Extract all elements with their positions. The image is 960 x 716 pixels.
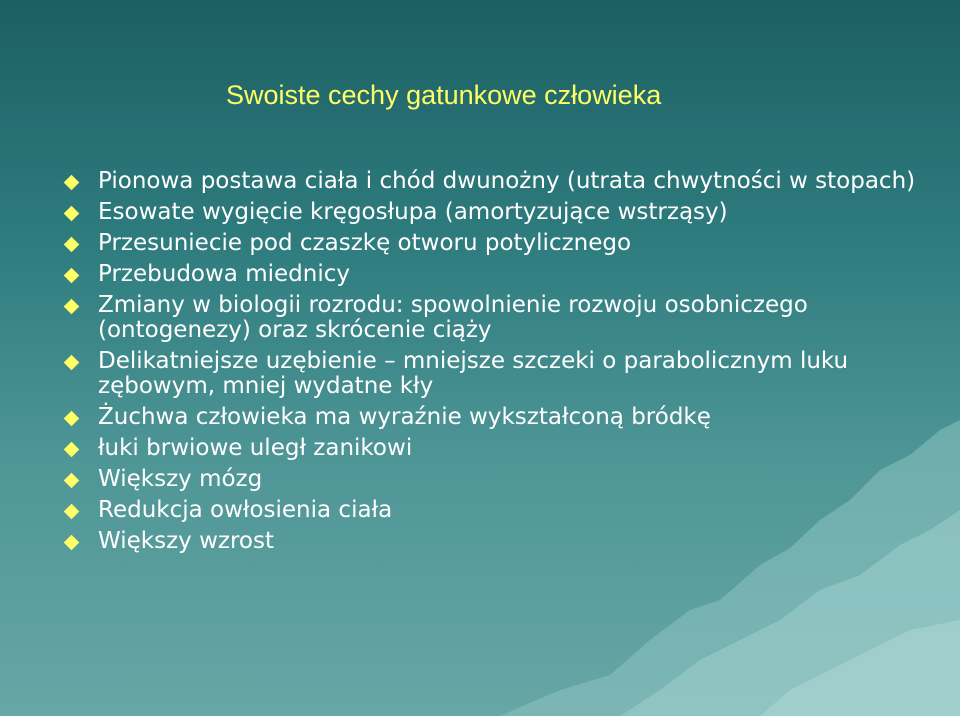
bullet-list bbox=[64, 169, 924, 560]
diamond-bullet-icon bbox=[64, 411, 80, 427]
bullet-item bbox=[64, 231, 924, 256]
diamond-bullet-icon bbox=[64, 237, 80, 253]
bullet-item bbox=[64, 293, 924, 343]
bullet-text: Zmiany w biologii rozrodu: spowolnienie rozwoju osobniczego (ontogenezy) oraz skrócenie ciąży bbox=[98, 292, 808, 343]
diamond-bullet-icon bbox=[64, 206, 80, 222]
diamond-bullet-icon bbox=[64, 175, 80, 191]
bullet-text: łuki brwiowe uległ zanikowi bbox=[98, 435, 413, 461]
bullet-text: Redukcja owłosienia ciała bbox=[98, 497, 393, 523]
diamond-bullet-icon bbox=[64, 473, 80, 489]
slide-title: Swoiste cechy gatunkowe człowieka bbox=[226, 80, 662, 110]
bullet-item bbox=[64, 467, 924, 492]
bullet-text: Pionowa postawa ciała i chód dwunożny (utrata chwytności w stopach) bbox=[98, 168, 916, 194]
bullet-item bbox=[64, 529, 924, 554]
bullet-text: Większy mózg bbox=[98, 466, 263, 492]
diamond-bullet-icon bbox=[64, 299, 80, 315]
bullet-text: Żuchwa człowieka ma wyraźnie wykształconą bródkę bbox=[98, 404, 711, 430]
bullet-text: Większy wzrost bbox=[98, 528, 274, 554]
diamond-bullet-icon bbox=[64, 355, 80, 371]
bullet-item bbox=[64, 436, 924, 461]
diamond-bullet-icon bbox=[64, 268, 80, 284]
diamond-bullet-icon bbox=[64, 535, 80, 551]
bullet-text: Esowate wygięcie kręgosłupa (amortyzujące wstrząsy) bbox=[98, 199, 728, 225]
bullet-text: Przebudowa miednicy bbox=[98, 261, 350, 287]
bullet-item bbox=[64, 262, 924, 287]
bullet-item bbox=[64, 405, 924, 430]
bullet-item bbox=[64, 349, 924, 399]
bullet-item bbox=[64, 169, 924, 194]
bullet-text: Delikatniejsze uzębienie – mniejsze szczeki o parabolicznym luku zębowym, mniej wydatne kły bbox=[98, 348, 849, 399]
bullet-item bbox=[64, 498, 924, 523]
bullet-text: Przesuniecie pod czaszkę otworu potylicznego bbox=[98, 230, 632, 256]
diamond-bullet-icon bbox=[64, 504, 80, 520]
diamond-bullet-icon bbox=[64, 442, 80, 458]
bullet-item bbox=[64, 200, 924, 225]
